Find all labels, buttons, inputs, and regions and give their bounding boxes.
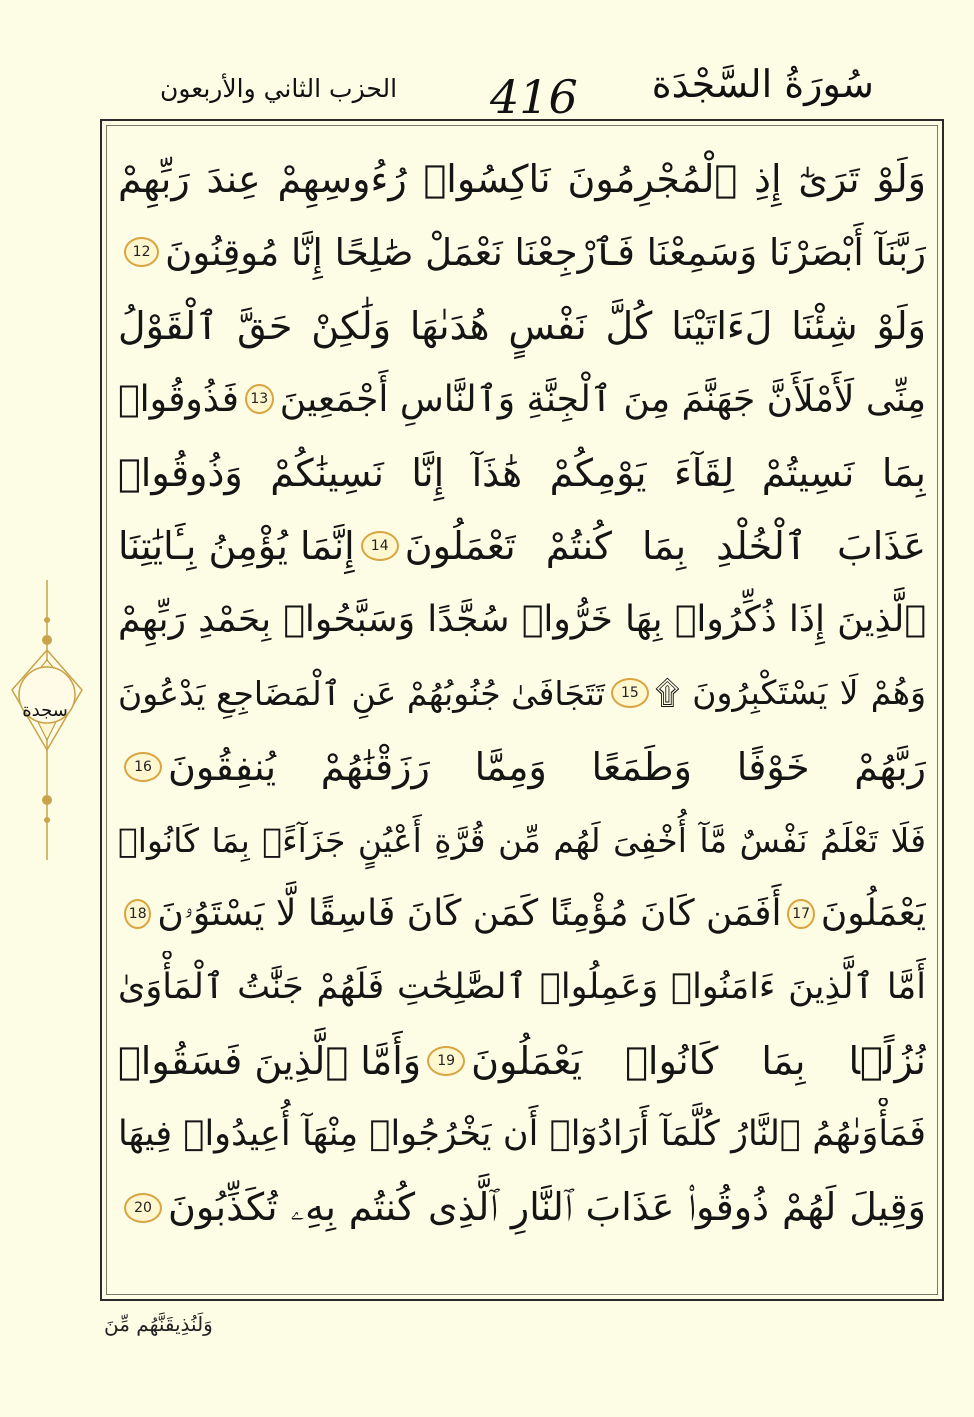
verse-text-continued: فَذُوقُوا۟ bbox=[118, 378, 239, 420]
verse-line bbox=[118, 1171, 926, 1245]
ayah-number-marker: 14 bbox=[361, 531, 399, 561]
catchword: وَلَنُذِيقَنَّهُم مِّنَ bbox=[104, 1312, 213, 1336]
ayah-number-marker: 16 bbox=[124, 752, 162, 782]
verse-text: رَبَّنَآ أَبْصَرْنَا وَسَمِعْنَا فَٱرْجِعْنَا نَعْمَلْ صَٰلِحًا إِنَّا مُوقِنُونَ bbox=[165, 230, 926, 274]
verse-line bbox=[118, 1024, 926, 1098]
verse-text: عَذَابَ ٱلْخُلْدِ بِمَا كُنتُمْ تَعْمَلُونَ bbox=[404, 524, 926, 569]
verse-text: وَقِيلَ لَهُمْ ذُوقُوا۟ عَذَابَ ٱلنَّارِ ٱلَّذِى كُنتُم بِهِۦ تُكَذِّبُونَ bbox=[168, 1185, 926, 1230]
ayah-number-marker: 12 bbox=[124, 237, 159, 267]
verse-text: وَهُمْ لَا يَسْتَكْبِرُونَ ۩ bbox=[654, 673, 926, 713]
verse-line bbox=[118, 951, 926, 1025]
ayah-number-marker: 19 bbox=[427, 1046, 465, 1076]
verse-text: فَمَأْوَىٰهُمُ ٱلنَّارُ كُلَّمَآ أَرَادُوٓا۟ أَن يَخْرُجُوا۟ مِنْهَآ أُعِيدُوا۟ فِيهَا bbox=[118, 1114, 926, 1155]
verse-line bbox=[118, 583, 926, 657]
verse-text: وَلَوْ تَرَىٰٓ إِذِ ٱلْمُجْرِمُونَ نَاكِسُوا۟ رُءُوسِهِمْ عِندَ رَبِّهِمْ bbox=[118, 156, 926, 201]
verse-text-continued: إِنَّمَا يُؤْمِنُ بِـَٔايَٰتِنَا bbox=[118, 524, 355, 569]
verse-text: يَعْمَلُونَ bbox=[820, 893, 926, 935]
verse-line bbox=[118, 877, 926, 951]
verse-text: فَلَا تَعْلَمُ نَفْسٌ مَّآ أُخْفِىَ لَهُم مِّن قُرَّةِ أَعْيُنٍ جَزَآءًۢ بِمَا كَانُوا۟ bbox=[118, 820, 926, 860]
verse-text: مِنِّى لَأَمْلَأَنَّ جَهَنَّمَ مِنَ ٱلْجِنَّةِ وَٱلنَّاسِ أَجْمَعِينَ bbox=[279, 378, 926, 420]
verse-line bbox=[118, 657, 926, 731]
verse-text: وَلَوْ شِئْنَا لَءَاتَيْنَا كُلَّ نَفْسٍ هُدَىٰهَا وَلَٰكِنْ حَقَّ ٱلْقَوْلُ bbox=[118, 303, 926, 348]
verse-text: ٱلَّذِينَ إِذَا ذُكِّرُوا۟ بِهَا خَرُّوا۟ سُجَّدًا وَسَبَّحُوا۟ بِحَمْدِ رَبِّهِمْ bbox=[118, 599, 926, 641]
verse-line bbox=[118, 510, 926, 584]
ayah-number-marker: 18 bbox=[124, 899, 151, 929]
page-number: 416 bbox=[490, 70, 578, 124]
surah-title: سُورَةُ السَّجْدَة bbox=[651, 62, 874, 106]
verse-text: بِمَا نَسِيتُمْ لِقَآءَ يَوْمِكُمْ هَٰذَآ إِنَّا نَسِينَٰكُمْ وَذُوقُوا۟ bbox=[118, 450, 926, 495]
ayah-number-marker: 15 bbox=[611, 678, 649, 708]
verse-line bbox=[118, 730, 926, 804]
hizb-label: الحزب الثاني والأربعون bbox=[160, 74, 398, 103]
verse-text: رَبَّهُمْ خَوْفًا وَطَمَعًا وَمِمَّا رَزَقْنَٰهُمْ يُنفِقُونَ bbox=[168, 744, 926, 789]
verse-text-continued: أَفَمَن كَانَ مُؤْمِنًا كَمَن كَانَ فَاسِقًا لَّا يَسْتَوُۥنَ bbox=[157, 892, 782, 934]
verse-line bbox=[118, 142, 926, 216]
verse-line bbox=[118, 804, 926, 878]
ayah-number-marker: 17 bbox=[787, 899, 814, 929]
verse-text: نُزُلًۢا بِمَا كَانُوا۟ يَعْمَلُونَ bbox=[471, 1038, 926, 1083]
verse-line bbox=[118, 1098, 926, 1172]
verse-text: أَمَّا ٱلَّذِينَ ءَامَنُوا۟ وَعَمِلُوا۟ ٱلصَّٰلِحَٰتِ فَلَهُمْ جَنَّٰتُ ٱلْمَأْوَىٰ bbox=[118, 967, 926, 1008]
verse-lines bbox=[118, 142, 926, 1245]
verse-line bbox=[118, 436, 926, 510]
page-header bbox=[100, 58, 944, 124]
ayah-number-marker: 13 bbox=[245, 384, 274, 414]
verse-line bbox=[118, 216, 926, 290]
verse-line bbox=[118, 289, 926, 363]
verse-text-continued: تَتَجَافَىٰ جُنُوبُهُمْ عَنِ ٱلْمَضَاجِعِ يَدْعُونَ bbox=[118, 673, 605, 713]
verse-text-continued: وَأَمَّا ٱلَّذِينَ فَسَقُوا۟ bbox=[118, 1038, 422, 1083]
verse-line bbox=[118, 363, 926, 437]
ayah-number-marker: 20 bbox=[124, 1193, 162, 1223]
sajda-label: سجدة bbox=[22, 700, 68, 721]
